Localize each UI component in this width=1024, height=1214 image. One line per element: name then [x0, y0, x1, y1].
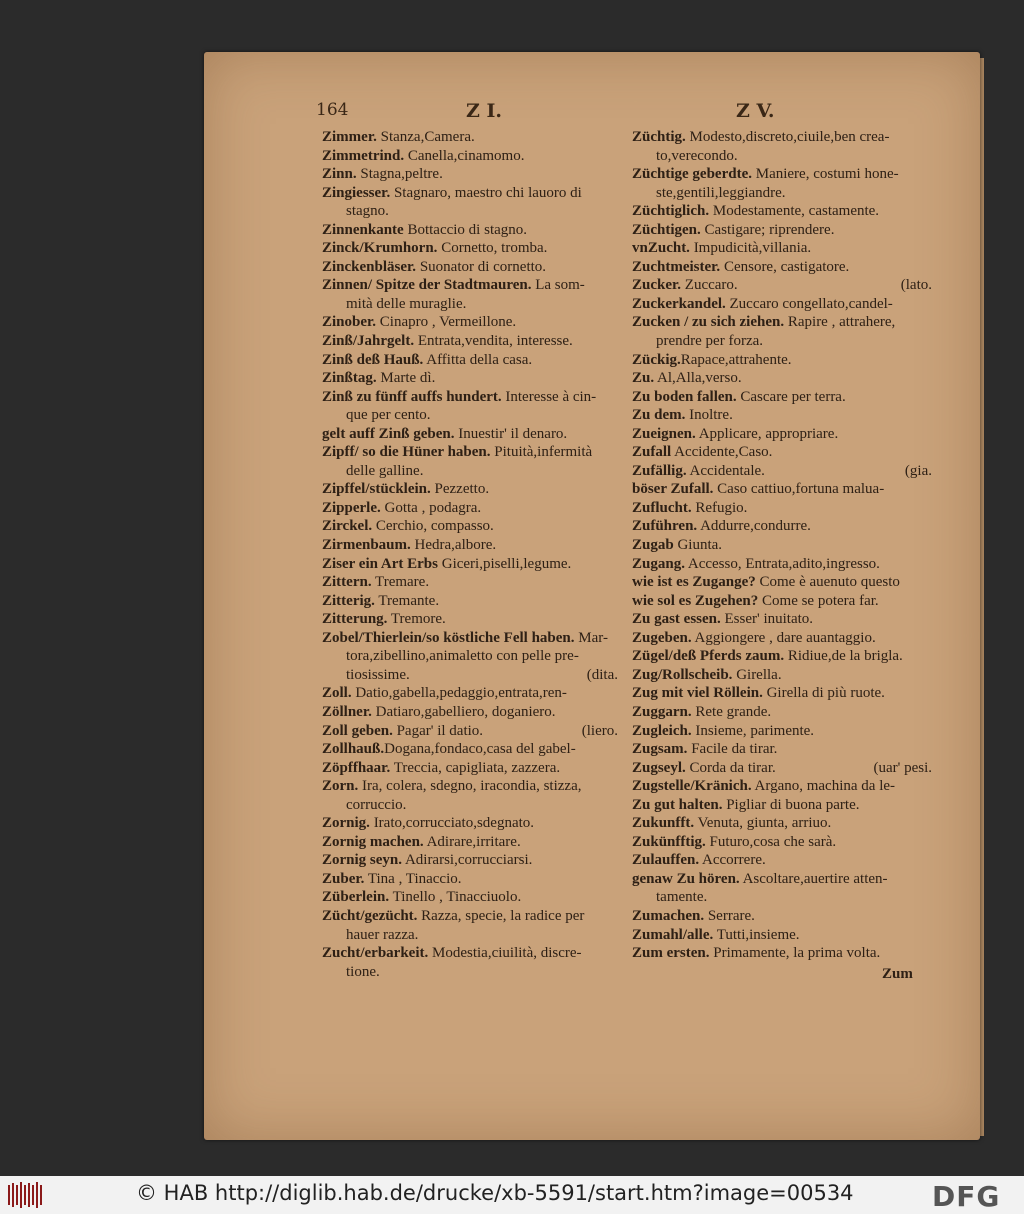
right-column [632, 128, 932, 963]
translation: tione. [346, 963, 380, 980]
dictionary-entry-line [632, 722, 932, 741]
headword: Zornig seyn. [322, 852, 403, 869]
dictionary-entry-line [322, 555, 618, 574]
headword: Zöpffhaar. [322, 759, 391, 776]
translation: Affitta della casa. [423, 351, 533, 368]
dictionary-entry-line [632, 944, 932, 963]
headword: Zueignen. [632, 425, 696, 442]
page-number: 164 [316, 100, 349, 120]
translation: Rete grande. [691, 703, 772, 720]
translation: Ridiue,de la brigla. [784, 648, 903, 665]
translation: Treccia, capigliata, zazzera. [390, 759, 561, 776]
headword: Zufällig. [632, 462, 687, 479]
translation: Inuestir' il denaro. [454, 425, 568, 442]
headword: Zitterig. [322, 592, 375, 609]
dictionary-entry-line [322, 888, 618, 907]
headword: Zuggarn. [632, 703, 692, 720]
translation: Applicare, appropriare. [695, 425, 839, 442]
headword: Zobel/Thierlein/so köstliche Fell haben. [322, 629, 575, 646]
translation: Mar- [574, 629, 608, 646]
dictionary-entry-line [322, 870, 618, 889]
dictionary-entry-line [322, 851, 618, 870]
dictionary-entry-line [632, 480, 932, 499]
translation: Giceri,piselli,legume. [437, 555, 572, 572]
headword: Zipff/ so die Hüner haben. [322, 444, 491, 461]
dictionary-entry-line [632, 777, 932, 796]
headword: Zittern. [322, 574, 372, 591]
line-continuation: (dita. [586, 666, 618, 683]
dictionary-entry-line [322, 610, 618, 629]
translation: Canella,cinamomo. [404, 147, 525, 164]
line-continuation: (uar' pesi. [873, 759, 932, 776]
dictionary-entry-line [632, 629, 932, 648]
translation: Datiaro,gabelliero, doganiero. [371, 703, 556, 720]
dictionary-entry-line [322, 796, 618, 815]
translation: Bottaccio di stagno. [403, 221, 528, 238]
translation: Tina , Tinaccio. [364, 870, 462, 887]
translation: Pituità,infermità [490, 444, 593, 461]
translation: Stanza,Camera. [376, 129, 475, 145]
dictionary-entry-line [322, 369, 618, 388]
translation: Gotta , podagra. [380, 499, 482, 516]
headword: Zugstelle/Kränich. [632, 778, 752, 795]
dictionary-entry-line [632, 647, 932, 666]
translation: Esser' inuitato. [720, 611, 814, 628]
translation: Al,Alla,verso. [654, 370, 742, 387]
dictionary-entry-line [632, 833, 932, 852]
translation: Giunta. [673, 537, 723, 554]
line-continuation: (liero. [581, 722, 618, 739]
translation: Accidentale. [686, 462, 765, 479]
translation: Primamente, la prima volta. [709, 945, 881, 962]
dictionary-entry-line [632, 239, 932, 258]
headword: Zukunfft. [632, 815, 695, 832]
dictionary-entry-line [322, 406, 618, 425]
line-continuation: (lato. [900, 277, 932, 294]
dictionary-entry-line [322, 963, 618, 982]
translation: hauer razza. [346, 926, 419, 943]
headword: Zinnen/ Spitze der Stadtmauren. [322, 277, 532, 294]
translation: Modestia,ciuilità, discre- [428, 945, 582, 962]
translation: Tremore. [387, 611, 446, 628]
headword: gelt auff Zinß geben. [322, 425, 455, 442]
dictionary-entry-line [322, 684, 618, 703]
translation: Modesto,discreto,ciuile,ben crea- [685, 129, 890, 145]
hab-logo-icon [6, 1180, 46, 1210]
dictionary-entry-line [632, 276, 932, 295]
headword: Zugab [632, 537, 674, 554]
translation: tiosissime. [346, 666, 410, 683]
translation: mità delle muraglie. [346, 295, 467, 312]
headword: genaw Zu hören. [632, 870, 740, 887]
translation: Rapire , attrahere, [784, 314, 896, 331]
dictionary-entry-line [632, 814, 932, 833]
dictionary-entry-line [322, 740, 618, 759]
dictionary-entry-line [632, 684, 932, 703]
dictionary-entry-line [632, 128, 932, 147]
translation: Entrata,vendita, interesse. [414, 333, 573, 350]
translation: Pagar' il datio. [392, 722, 484, 739]
dictionary-entry-line [632, 184, 932, 203]
dictionary-entry-line [322, 462, 618, 481]
headword: Zuflucht. [632, 499, 692, 516]
translation: tora,zibellino,animaletto con pelle pre- [346, 648, 579, 665]
translation: Serrare. [704, 907, 755, 924]
headword: Zügel/deß Pferds zaum. [632, 648, 785, 665]
translation: Cascare per terra. [736, 388, 846, 405]
dictionary-entry-line [632, 202, 932, 221]
dictionary-entry-line [632, 258, 932, 277]
dictionary-entry-line [632, 703, 932, 722]
translation: Tremante. [374, 592, 440, 609]
headword: Zufall [632, 444, 672, 461]
headword: Zinß/Jahrgelt. [322, 333, 415, 350]
dictionary-entry-line [322, 202, 618, 221]
translation: Zuccaro congellato,candel- [725, 295, 893, 312]
translation: Datio,gabella,pedaggio,entrata,ren- [351, 685, 567, 702]
translation: Interesse à cin- [501, 388, 597, 405]
headword: Zinn. [322, 166, 357, 183]
headword: Zuber. [322, 870, 365, 887]
dictionary-entry-line [632, 926, 932, 945]
headword: wie sol es Zugehen? [632, 592, 759, 609]
headword: Zugseyl. [632, 759, 686, 776]
headword: Zuckerkandel. [632, 295, 726, 312]
dictionary-entry-line [632, 555, 932, 574]
dictionary-entry-line [322, 147, 618, 166]
line-continuation: (gia. [904, 462, 932, 479]
headword: Zumahl/alle. [632, 926, 714, 943]
headword: Zinober. [322, 314, 377, 331]
headword: Zu gast essen. [632, 611, 721, 628]
translation: Irato,corrucciato,sdegnato. [369, 815, 535, 832]
translation: Razza, specie, la radice per [417, 907, 585, 924]
dictionary-entry-line [632, 592, 932, 611]
headword: Zu boden fallen. [632, 388, 737, 405]
translation: Marte dì. [376, 370, 436, 387]
dictionary-entry-line [632, 536, 932, 555]
translation: Corda da tirar. [685, 759, 776, 776]
headword: Züchtigen. [632, 221, 701, 238]
translation: Girella. [732, 666, 782, 683]
translation: Girella di più ruote. [762, 685, 885, 702]
dictionary-entry-line [632, 870, 932, 889]
headword: Zucker. [632, 277, 682, 294]
dictionary-entry-line [632, 573, 932, 592]
dictionary-entry-line [632, 907, 932, 926]
translation: delle galline. [346, 462, 424, 479]
dictionary-entry-line [322, 536, 618, 555]
headword: Züchtig. [632, 129, 686, 145]
translation: Tinello , Tinacciuolo. [389, 889, 522, 906]
translation: Maniere, costumi hone- [751, 166, 899, 183]
translation: Cerchio, compasso. [372, 518, 494, 535]
dictionary-entry-line [322, 351, 618, 370]
headword: wie ist es Zugange? [632, 574, 756, 591]
dictionary-entry-line [322, 592, 618, 611]
headword: Zitterung. [322, 611, 388, 628]
headword: Zukünfftig. [632, 833, 706, 850]
dictionary-entry-line [322, 388, 618, 407]
translation: Argano, machina da le- [751, 778, 896, 795]
translation: Facile da tirar. [687, 741, 778, 758]
dictionary-entry-line [632, 406, 932, 425]
catchword: Zum [882, 966, 913, 982]
dictionary-entry-line [322, 666, 618, 685]
headword: Züchtige geberdte. [632, 166, 752, 183]
dictionary-entry-line [632, 740, 932, 759]
headword: Zugsam. [632, 741, 688, 758]
dictionary-entry-line [322, 499, 618, 518]
dictionary-entry-line [632, 499, 932, 518]
dictionary-entry-line [632, 388, 932, 407]
translation: Futuro,cosa che sarà. [705, 833, 837, 850]
translation: to,verecondo. [656, 147, 738, 164]
translation: Caso cattiuo,fortuna malua- [713, 481, 885, 498]
headword: Ziser ein Art Erbs [322, 555, 438, 572]
headword: Zorn. [322, 778, 359, 795]
headword: Zucken / zu sich ziehen. [632, 314, 785, 331]
headword: Züberlein. [322, 889, 390, 906]
copyright-link[interactable]: © HAB http://diglib.hab.de/drucke/xb-5591/start.htm?image=00534 [136, 1181, 854, 1205]
dictionary-entry-line [322, 165, 618, 184]
dictionary-entry-line [632, 888, 932, 907]
translation: Adirarsi,corrucciarsi. [402, 852, 533, 869]
dictionary-entry-line [322, 926, 618, 945]
headword: Zugang. [632, 555, 685, 572]
translation: prendre per forza. [656, 333, 764, 350]
translation: Refugio. [691, 499, 748, 516]
running-head-left: Z I. [466, 100, 502, 122]
headword: Zirckel. [322, 518, 373, 535]
dictionary-entry-line [322, 777, 618, 796]
headword: Zu dem. [632, 407, 686, 424]
translation: Dogana,fondaco,casa del gabel- [384, 741, 576, 758]
dictionary-entry-line [322, 313, 618, 332]
dictionary-entry-line [632, 147, 932, 166]
dictionary-entry-line [322, 332, 618, 351]
translation: Aggiongere , dare auantaggio. [691, 629, 876, 646]
headword: vnZucht. [632, 240, 690, 257]
headword: Zu. [632, 370, 655, 387]
dictionary-entry-line [322, 722, 618, 741]
translation: La som- [531, 277, 585, 294]
headword: Zuchtmeister. [632, 258, 721, 275]
translation: Castigare; riprendere. [700, 221, 835, 238]
headword: Zornig. [322, 815, 370, 832]
dictionary-entry-line [322, 258, 618, 277]
headword: Zulauffen. [632, 852, 700, 869]
dictionary-entry-line [322, 239, 618, 258]
dictionary-entry-line [632, 796, 932, 815]
dictionary-entry-line [322, 128, 618, 147]
dictionary-entry-line [322, 759, 618, 778]
dictionary-entry-line [632, 666, 932, 685]
translation: Tremare. [371, 574, 430, 591]
translation: Adirare,irritare. [423, 833, 521, 850]
dictionary-entry-line [322, 480, 618, 499]
translation: Come se potera far. [758, 592, 879, 609]
headword: Zu gut halten. [632, 796, 723, 813]
translation: Addurre,condurre. [697, 518, 811, 535]
dictionary-entry-line [322, 647, 618, 666]
translation: Cinapro , Vermeillone. [376, 314, 517, 331]
translation: Hedra,albore. [410, 537, 497, 554]
headword: Zücht/gezücht. [322, 907, 418, 924]
dictionary-entry-line [632, 610, 932, 629]
translation: Pigliar di buona parte. [722, 796, 860, 813]
translation: stagno. [346, 203, 389, 220]
headword: Zinnenkante [322, 221, 404, 238]
translation: Ira, colera, sdegno, iracondia, stizza, [358, 778, 582, 795]
translation: Tutti,insieme. [713, 926, 800, 943]
dictionary-entry-line [322, 907, 618, 926]
headword: Zinck/Krumhorn. [322, 240, 438, 257]
dictionary-entry-line [322, 814, 618, 833]
dictionary-entry-line [322, 629, 618, 648]
headword: Zucht/erbarkeit. [322, 945, 429, 962]
headword: Züchtiglich. [632, 203, 710, 220]
translation: Cornetto, tromba. [437, 240, 548, 257]
translation: Inoltre. [685, 407, 733, 424]
dictionary-entry-line [632, 313, 932, 332]
headword: Zuführen. [632, 518, 698, 535]
headword: Zum ersten. [632, 945, 710, 962]
headword: Zimmetrind. [322, 147, 405, 164]
headword: Zornig machen. [322, 833, 424, 850]
translation: Ascoltare,auertire atten- [739, 870, 888, 887]
dictionary-entry-line [632, 759, 932, 778]
viewer-footer [0, 1176, 1024, 1214]
headword: Zumachen. [632, 907, 705, 924]
dictionary-entry-line [632, 369, 932, 388]
headword: Zingiesser. [322, 184, 391, 201]
dictionary-entry-line [632, 425, 932, 444]
translation: Rapace,attrahente. [680, 351, 792, 368]
headword: Zoll geben. [322, 722, 393, 739]
dictionary-entry-line [632, 351, 932, 370]
translation: corruccio. [346, 796, 407, 813]
translation: Censore, castigatore. [720, 258, 850, 275]
dictionary-entry-line [322, 221, 618, 240]
translation: Impudicità,villania. [689, 240, 812, 257]
translation: Venuta, giunta, arriuo. [694, 815, 832, 832]
dictionary-entry-line [632, 462, 932, 481]
headword: Zückig. [632, 351, 681, 368]
dictionary-entry-line [632, 851, 932, 870]
dictionary-entry-line [322, 184, 618, 203]
translation: que per cento. [346, 407, 431, 424]
headword: Zinß zu fünff auffs hundert. [322, 388, 502, 405]
translation: ste,gentili,leggiandre. [656, 184, 786, 201]
dictionary-entry-line [632, 165, 932, 184]
headword: Zinß deß Hauß. [322, 351, 424, 368]
dfg-logo: DFG [932, 1180, 1001, 1213]
headword: Zugleich. [632, 722, 692, 739]
translation: Accesso, Entrata,adito,ingresso. [684, 555, 880, 572]
left-column [322, 128, 618, 981]
headword: Zugeben. [632, 629, 692, 646]
translation: Accorrere. [699, 852, 766, 869]
dictionary-entry-line [322, 517, 618, 536]
dictionary-entry-line [632, 221, 932, 240]
dictionary-entry-line [322, 573, 618, 592]
headword: Zirmenbaum. [322, 537, 411, 554]
translation: Accidente,Caso. [671, 444, 773, 461]
translation: Modestamente, castamente. [709, 203, 880, 220]
headword: Zinßtag. [322, 370, 377, 387]
dictionary-entry-line [322, 425, 618, 444]
running-head-right: Z V. [736, 100, 775, 122]
headword: Zipperle. [322, 499, 381, 516]
headword: Zug mit viel Röllein. [632, 685, 763, 702]
dictionary-entry-line [322, 295, 618, 314]
headword: böser Zufall. [632, 481, 714, 498]
headword: Zollhauß. [322, 741, 385, 758]
dictionary-entry-line [632, 332, 932, 351]
headword: Zinckenbläser. [322, 258, 417, 275]
translation: Insieme, parimente. [691, 722, 815, 739]
dictionary-entry-line [322, 276, 618, 295]
headword: Zug/Rollscheib. [632, 666, 733, 683]
translation: Stagna,peltre. [356, 166, 443, 183]
headword: Zöllner. [322, 703, 372, 720]
translation: Zuccaro. [681, 277, 738, 294]
dictionary-entry-line [322, 944, 618, 963]
dictionary-entry-line [322, 443, 618, 462]
dictionary-entry-line [632, 443, 932, 462]
translation: Stagnaro, maestro chi lauoro di [390, 184, 582, 201]
dictionary-entry-line [322, 833, 618, 852]
translation: tamente. [656, 889, 708, 906]
dictionary-entry-line [632, 295, 932, 314]
headword: Zoll. [322, 685, 352, 702]
translation: Pezzetto. [430, 481, 490, 498]
translation: Suonator di cornetto. [416, 258, 547, 275]
dictionary-entry-line [632, 517, 932, 536]
headword: Zimmer. [322, 129, 377, 145]
headword: Zipffel/stücklein. [322, 481, 431, 498]
dictionary-entry-line [322, 703, 618, 722]
translation: Come è auenuto questo [755, 574, 900, 591]
